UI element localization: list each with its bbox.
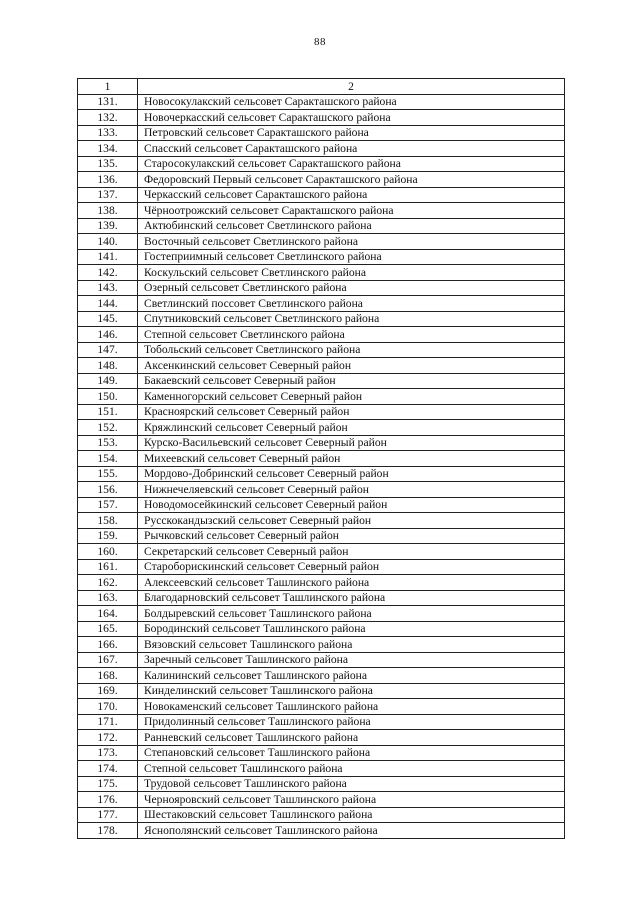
- row-number: 149.: [78, 373, 138, 389]
- row-number: 151.: [78, 404, 138, 420]
- row-settlement-name: Шестаковский сельсовет Ташлинского района: [138, 807, 565, 823]
- row-number: 143.: [78, 280, 138, 296]
- row-settlement-name: Озерный сельсовет Светлинского района: [138, 280, 565, 296]
- row-number: 161.: [78, 559, 138, 575]
- row-number: 178.: [78, 823, 138, 839]
- row-settlement-name: Чернояровский сельсовет Ташлинского района: [138, 792, 565, 808]
- row-settlement-name: Каменногорский сельсовет Северный район: [138, 389, 565, 405]
- row-number: 165.: [78, 621, 138, 637]
- row-number: 150.: [78, 389, 138, 405]
- row-settlement-name: Новокаменский сельсовет Ташлинского района: [138, 699, 565, 715]
- row-number: 174.: [78, 761, 138, 777]
- row-settlement-name: Новосокулакский сельсовет Саракташского района: [138, 94, 565, 110]
- row-number: 137.: [78, 187, 138, 203]
- row-number: 171.: [78, 714, 138, 730]
- row-number: 139.: [78, 218, 138, 234]
- row-settlement-name: Степной сельсовет Светлинского района: [138, 327, 565, 343]
- row-number: 175.: [78, 776, 138, 792]
- table-row: [78, 482, 565, 498]
- table-row: [78, 466, 565, 482]
- table-row: [78, 652, 565, 668]
- row-number: 132.: [78, 110, 138, 126]
- row-number: 169.: [78, 683, 138, 699]
- row-number: 158.: [78, 513, 138, 529]
- table-row: [78, 637, 565, 653]
- table-row: [78, 606, 565, 622]
- row-settlement-name: Рычковский сельсовет Северный район: [138, 528, 565, 544]
- row-settlement-name: Гостеприимный сельсовет Светлинского района: [138, 249, 565, 265]
- row-number: 170.: [78, 699, 138, 715]
- table-row: [78, 94, 565, 110]
- table-row: [78, 296, 565, 312]
- row-settlement-name: Алексеевский сельсовет Ташлинского района: [138, 575, 565, 591]
- table-row: [78, 590, 565, 606]
- page-number: 88: [314, 36, 326, 48]
- row-settlement-name: Ранневский сельсовет Ташлинского района: [138, 730, 565, 746]
- table-row: [78, 187, 565, 203]
- table-row: [78, 807, 565, 823]
- row-settlement-name: Мордово-Добринский сельсовет Северный район: [138, 466, 565, 482]
- table-row: [78, 435, 565, 451]
- row-number: 131.: [78, 94, 138, 110]
- row-settlement-name: Чёрноотрожский сельсовет Саракташского района: [138, 203, 565, 219]
- row-number: 134.: [78, 141, 138, 157]
- table-row: [78, 327, 565, 343]
- row-settlement-name: Спасский сельсовет Саракташского района: [138, 141, 565, 157]
- table-row: [78, 156, 565, 172]
- row-settlement-name: Актюбинский сельсовет Светлинского района: [138, 218, 565, 234]
- row-number: 156.: [78, 482, 138, 498]
- table-row: [78, 730, 565, 746]
- table-header-row: [78, 79, 565, 95]
- row-settlement-name: Аксенкинский сельсовет Северный район: [138, 358, 565, 374]
- row-settlement-name: Старосокулакский сельсовет Саракташского района: [138, 156, 565, 172]
- row-settlement-name: Курско-Васильевский сельсовет Северный район: [138, 435, 565, 451]
- column-header-number: 1: [78, 79, 138, 95]
- row-settlement-name: Бородинский сельсовет Ташлинского района: [138, 621, 565, 637]
- table-row: [78, 110, 565, 126]
- table-row: [78, 621, 565, 637]
- table-row: [78, 497, 565, 513]
- table-row: [78, 513, 565, 529]
- table-row: [78, 265, 565, 281]
- row-number: 144.: [78, 296, 138, 312]
- row-settlement-name: Степановский сельсовет Ташлинского района: [138, 745, 565, 761]
- row-number: 155.: [78, 466, 138, 482]
- row-number: 136.: [78, 172, 138, 188]
- table-row: [78, 389, 565, 405]
- row-settlement-name: Кинделинский сельсовет Ташлинского района: [138, 683, 565, 699]
- row-settlement-name: Придолинный сельсовет Ташлинского района: [138, 714, 565, 730]
- row-settlement-name: Коскульский сельсовет Светлинского района: [138, 265, 565, 281]
- row-number: 160.: [78, 544, 138, 560]
- table-row: [78, 575, 565, 591]
- settlements-table: [77, 78, 565, 839]
- table-row: [78, 141, 565, 157]
- row-settlement-name: Восточный сельсовет Светлинского района: [138, 234, 565, 250]
- row-settlement-name: Спутниковский сельсовет Светлинского района: [138, 311, 565, 327]
- table-row: [78, 714, 565, 730]
- row-number: 141.: [78, 249, 138, 265]
- row-settlement-name: Федоровский Первый сельсовет Саракташского района: [138, 172, 565, 188]
- row-number: 176.: [78, 792, 138, 808]
- table-row: [78, 699, 565, 715]
- table-row: [78, 249, 565, 265]
- table-row: [78, 668, 565, 684]
- table-row: [78, 373, 565, 389]
- table-row: [78, 404, 565, 420]
- row-number: 138.: [78, 203, 138, 219]
- row-settlement-name: Болдыревский сельсовет Ташлинского района: [138, 606, 565, 622]
- row-settlement-name: Петровский сельсовет Саракташского района: [138, 125, 565, 141]
- table-row: [78, 218, 565, 234]
- row-number: 159.: [78, 528, 138, 544]
- row-settlement-name: Бакаевский сельсовет Северный район: [138, 373, 565, 389]
- row-number: 177.: [78, 807, 138, 823]
- row-number: 168.: [78, 668, 138, 684]
- table-row: [78, 559, 565, 575]
- table-row: [78, 280, 565, 296]
- row-number: 173.: [78, 745, 138, 761]
- row-number: 154.: [78, 451, 138, 467]
- table-row: [78, 823, 565, 839]
- row-settlement-name: Заречный сельсовет Ташлинского района: [138, 652, 565, 668]
- column-header-name: 2: [138, 79, 565, 95]
- row-settlement-name: Кряжлинский сельсовет Северный район: [138, 420, 565, 436]
- row-settlement-name: Яснополянский сельсовет Ташлинского района: [138, 823, 565, 839]
- row-number: 135.: [78, 156, 138, 172]
- table-row: [78, 203, 565, 219]
- row-settlement-name: Новодомосейкинский сельсовет Северный район: [138, 497, 565, 513]
- row-settlement-name: Красноярский сельсовет Северный район: [138, 404, 565, 420]
- row-number: 153.: [78, 435, 138, 451]
- table-row: [78, 776, 565, 792]
- row-number: 162.: [78, 575, 138, 591]
- row-settlement-name: Новочеркасский сельсовет Саракташского района: [138, 110, 565, 126]
- row-settlement-name: Михеевский сельсовет Северный район: [138, 451, 565, 467]
- table-row: [78, 544, 565, 560]
- row-settlement-name: Калининский сельсовет Ташлинского района: [138, 668, 565, 684]
- row-number: 148.: [78, 358, 138, 374]
- row-number: 157.: [78, 497, 138, 513]
- row-number: 142.: [78, 265, 138, 281]
- row-settlement-name: Староборискинский сельсовет Северный район: [138, 559, 565, 575]
- row-settlement-name: Благодарновский сельсовет Ташлинского района: [138, 590, 565, 606]
- table-row: [78, 311, 565, 327]
- row-settlement-name: Черкасский сельсовет Саракташского района: [138, 187, 565, 203]
- table-row: [78, 125, 565, 141]
- row-number: 163.: [78, 590, 138, 606]
- table-row: [78, 761, 565, 777]
- row-settlement-name: Тобольский сельсовет Светлинского района: [138, 342, 565, 358]
- table-row: [78, 745, 565, 761]
- row-number: 140.: [78, 234, 138, 250]
- row-settlement-name: Светлинский поссовет Светлинского района: [138, 296, 565, 312]
- table-row: [78, 528, 565, 544]
- row-number: 146.: [78, 327, 138, 343]
- table-row: [78, 792, 565, 808]
- table-row: [78, 234, 565, 250]
- table-row: [78, 451, 565, 467]
- row-number: 152.: [78, 420, 138, 436]
- row-settlement-name: Степной сельсовет Ташлинского района: [138, 761, 565, 777]
- row-settlement-name: Секретарский сельсовет Северный район: [138, 544, 565, 560]
- table-row: [78, 172, 565, 188]
- row-number: 147.: [78, 342, 138, 358]
- table-row: [78, 683, 565, 699]
- row-number: 133.: [78, 125, 138, 141]
- table-row: [78, 420, 565, 436]
- row-settlement-name: Вязовский сельсовет Ташлинского района: [138, 637, 565, 653]
- row-number: 172.: [78, 730, 138, 746]
- table-row: [78, 342, 565, 358]
- row-number: 167.: [78, 652, 138, 668]
- row-settlement-name: Русскокандызский сельсовет Северный район: [138, 513, 565, 529]
- table-body: [78, 94, 565, 838]
- table-row: [78, 358, 565, 374]
- row-number: 145.: [78, 311, 138, 327]
- row-settlement-name: Нижнечеляевский сельсовет Северный район: [138, 482, 565, 498]
- row-settlement-name: Трудовой сельсовет Ташлинского района: [138, 776, 565, 792]
- row-number: 166.: [78, 637, 138, 653]
- row-number: 164.: [78, 606, 138, 622]
